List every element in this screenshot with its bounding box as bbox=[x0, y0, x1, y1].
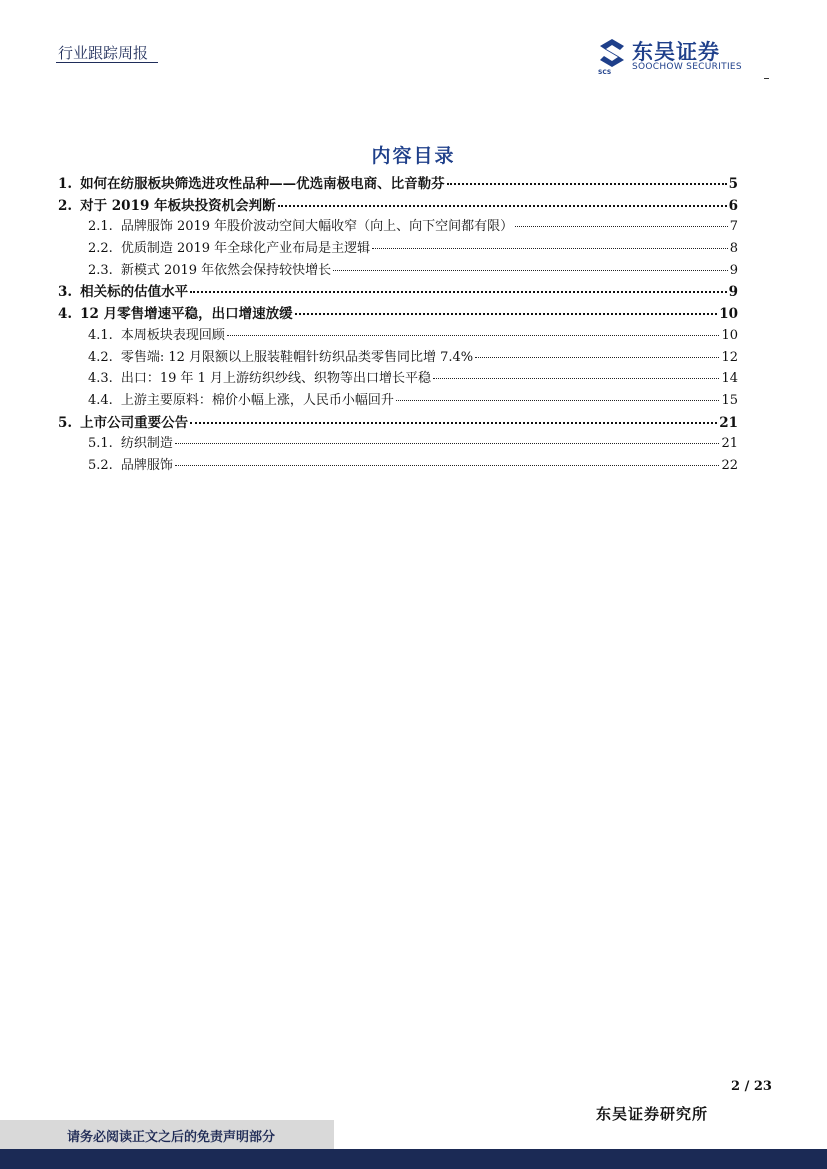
toc-entry-number: 1. bbox=[58, 176, 73, 192]
toc-entry-subsection[interactable] bbox=[58, 389, 738, 411]
toc-entry-title: 优质制造 2019 年全球化产业布局是主逻辑 bbox=[120, 241, 371, 257]
brand-logo bbox=[598, 36, 768, 74]
toc-dot-leader bbox=[227, 334, 720, 336]
page-number: 2 / 23 bbox=[731, 1079, 772, 1094]
toc-entry-title: 本周板块表现回顾 bbox=[120, 327, 225, 343]
toc-entry-page: 22 bbox=[721, 457, 738, 473]
toc-dot-leader bbox=[295, 312, 718, 315]
toc-entry-number: 5.1. bbox=[88, 436, 113, 452]
toc-entry-title: 纺织制造 bbox=[120, 436, 173, 452]
toc-entry-page: 14 bbox=[721, 371, 738, 387]
toc-entry-subsection[interactable] bbox=[58, 324, 738, 346]
disclaimer-banner bbox=[0, 1120, 334, 1149]
toc-entry-title: 对于 2019 年板块投资机会判断 bbox=[80, 197, 276, 214]
toc-entry-subsection[interactable] bbox=[58, 432, 738, 454]
toc-entry-number: 2.1. bbox=[88, 219, 113, 235]
toc-entry-number: 4.4. bbox=[88, 392, 113, 408]
toc-dot-leader bbox=[278, 204, 727, 207]
toc-entry-page: 21 bbox=[719, 414, 738, 431]
toc-entry-subsection[interactable] bbox=[58, 215, 738, 237]
toc-entry-page: 10 bbox=[719, 306, 738, 323]
toc-dot-leader bbox=[396, 399, 720, 401]
toc-dot-leader bbox=[190, 290, 727, 293]
toc-entry-title: 如何在纺服板块筛选进攻性品种——优选南极电商、比音勒芬 bbox=[80, 176, 445, 192]
toc-entry-page: 12 bbox=[721, 349, 738, 365]
toc-entry-number: 2.2. bbox=[88, 241, 113, 257]
scs-logo-icon bbox=[598, 38, 626, 68]
toc-entry-number: 2. bbox=[58, 197, 73, 214]
toc-entry-page: 6 bbox=[728, 197, 738, 214]
toc-entry-subsection[interactable] bbox=[58, 454, 738, 476]
toc-dot-leader bbox=[333, 269, 728, 271]
logo-chinese-name: 东吴证券 bbox=[632, 40, 720, 64]
toc-title: 内容目录 bbox=[371, 145, 456, 167]
toc-entry-page: 7 bbox=[729, 219, 738, 235]
toc-entry-section[interactable] bbox=[58, 411, 738, 433]
toc-entry-page: 10 bbox=[721, 327, 738, 343]
toc-entry-title: 零售端: 12 月限额以上服装鞋帽针纺织品类零售同比增 7.4% bbox=[120, 349, 474, 365]
toc-entry-title: 品牌服饰 2019 年股价波动空间大幅收窄（向上、向下空间都有限） bbox=[120, 219, 514, 235]
toc-entry-number: 5. bbox=[58, 414, 73, 431]
toc-entry-title: 新模式 2019 年依然会保持较快增长 bbox=[120, 262, 332, 278]
toc-entry-page: 8 bbox=[729, 241, 738, 257]
toc-entry-title: 品牌服饰 bbox=[120, 457, 173, 473]
toc-dot-leader bbox=[475, 356, 719, 358]
toc-dot-leader bbox=[515, 225, 728, 227]
toc-entry-number: 2.3. bbox=[88, 262, 113, 278]
disclaimer-text: 请务必阅读正文之后的免责声明部分 bbox=[67, 1130, 276, 1145]
logo-abbreviation: SCS bbox=[598, 69, 612, 76]
toc-entry-number: 4. bbox=[58, 306, 73, 323]
toc-entry-subsection[interactable] bbox=[58, 346, 738, 368]
toc-entry-section[interactable] bbox=[58, 172, 738, 194]
toc-entry-number: 4.3. bbox=[88, 371, 113, 387]
toc-entry-number: 4.1. bbox=[88, 327, 113, 343]
toc-entry-subsection[interactable] bbox=[58, 237, 738, 259]
toc-entry-title: 出口：19 年 1 月上游纺织纱线、织物等出口增长平稳 bbox=[120, 371, 432, 387]
toc-entry-page: 5 bbox=[728, 176, 738, 192]
report-type-label: 行业跟踪周报 bbox=[58, 44, 149, 62]
toc-dot-leader bbox=[175, 442, 720, 444]
table-of-contents bbox=[58, 172, 738, 476]
logo-english-name: SOOCHOW SECURITIES bbox=[632, 62, 742, 72]
toc-entry-section[interactable] bbox=[58, 280, 738, 302]
toc-entry-page: 15 bbox=[721, 392, 738, 408]
toc-entry-page: 21 bbox=[721, 436, 738, 452]
toc-entry-section[interactable] bbox=[58, 302, 738, 324]
toc-entry-subsection[interactable] bbox=[58, 367, 738, 389]
toc-entry-number: 5.2. bbox=[88, 457, 113, 473]
report-type-underline bbox=[56, 62, 158, 63]
toc-entry-number: 4.2. bbox=[88, 349, 113, 365]
toc-entry-subsection[interactable] bbox=[58, 259, 738, 281]
toc-entry-title: 12 月零售增速平稳，出口增速放缓 bbox=[80, 306, 293, 323]
toc-entry-number: 3. bbox=[58, 284, 73, 301]
toc-dot-leader bbox=[190, 421, 717, 424]
toc-entry-page: 9 bbox=[729, 262, 738, 278]
toc-dot-leader bbox=[175, 464, 720, 466]
toc-entry-section[interactable] bbox=[58, 194, 738, 216]
header-mark bbox=[764, 78, 769, 79]
toc-dot-leader bbox=[372, 247, 728, 249]
toc-dot-leader bbox=[447, 182, 727, 185]
toc-entry-title: 相关标的估值水平 bbox=[80, 284, 189, 301]
toc-entry-page: 9 bbox=[728, 284, 738, 301]
footer-bar bbox=[0, 1149, 827, 1169]
toc-dot-leader bbox=[433, 377, 719, 379]
toc-entry-title: 上市公司重要公告 bbox=[80, 414, 189, 431]
toc-entry-title: 上游主要原料：棉价小幅上涨，人民币小幅回升 bbox=[120, 392, 394, 408]
institute-name: 东吴证券研究所 bbox=[596, 1105, 709, 1123]
